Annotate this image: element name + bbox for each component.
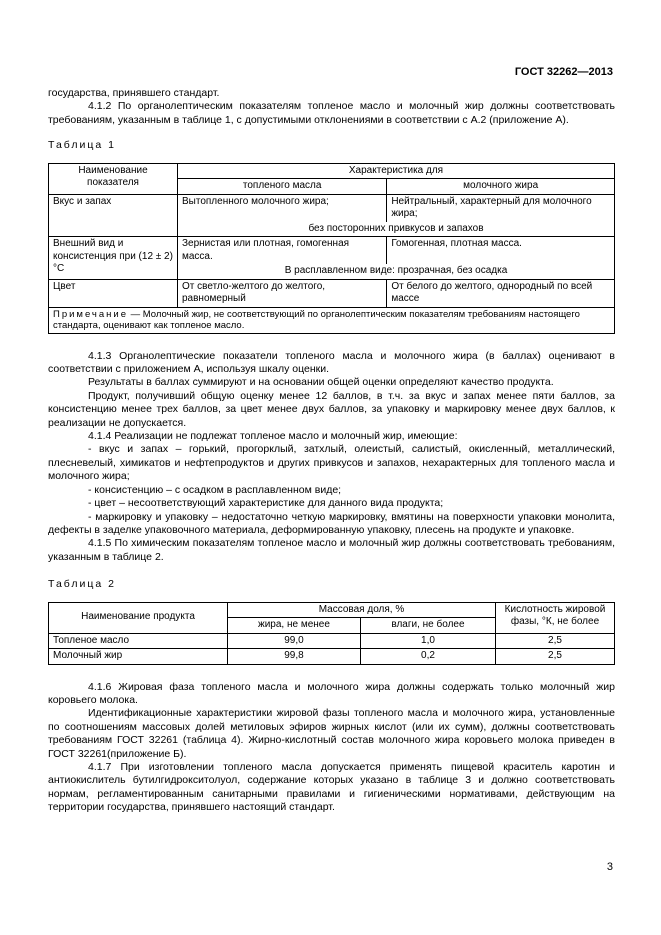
row-moisture: 1,0 [360,633,495,649]
row-name: Молочный жир [49,649,228,665]
paragraph: Результаты в баллах суммируют и на основании общей оценки определяют качество продукта. [88,376,554,389]
row-name: Внешний вид и консистенция при (12 ± 2) °С [49,237,178,280]
row-name: Топленое масло [49,633,228,649]
paragraph: государства, принявшего стандарт. [48,87,220,99]
paragraph: 4.1.3 Органолептические показатели топленого масла и молочного жира (в баллах) оценивают в соответствии с приложением А, используя шкалу оценки. [48,349,615,376]
note-text: — Молочный жир, не соответствующий по органолептическим показателям требованиям настоящего стандарта, оценивают как топленое масло. [53,308,580,332]
table-header-col2: молочного жира [387,179,615,195]
table-1-caption: Таблица 1 [48,139,116,152]
document-code: ГОСТ 32262—2013 [514,66,613,78]
row-cell: Зернистая или плотная, гомогенная масса. [178,237,387,265]
table-2 [48,602,615,665]
paragraph: Продукт, получивший общую оценку менее 12 баллов, в т.ч. за вкус и запах менее пяти баллов, за консистенцию менее трех баллов, за цвет менее двух баллов, за упаковку и маркировку менее двух баллов, к реализации не допускается. [48,389,615,429]
row-name: Вкус и запах [49,194,178,237]
table-header-moisture: влаги, не более [360,618,495,634]
table-header-col1: топленого масла [178,179,387,195]
row-cell: От светло-желтого до желтого, равномерный [178,279,387,307]
row-moisture: 0,2 [360,649,495,665]
table-note [49,307,615,333]
row-acidity: 2,5 [496,633,615,649]
table-header-name: Наименование показателя [49,163,178,194]
row-cell: Нейтральный, характерный для молочного жира; [387,194,615,222]
paragraph: - консистенцию – с осадком в расплавленном виде; [88,483,342,496]
paragraph: - цвет – несоответствующий характеристике для данного вида продукта; [88,497,444,510]
table-2-caption: Таблица 2 [48,578,116,591]
row-fat: 99,8 [228,649,361,665]
row-cell: Гомогенная, плотная масса. [387,237,615,265]
row-cell: Вытопленного молочного жира; [178,194,387,222]
page-number: 3 [606,861,613,873]
row-common: В расплавленном виде: прозрачная, без осадка [178,264,615,279]
paragraph: 4.1.5 По химическим показателям топленое масло и молочный жир должны соответствовать требованиям, указанным в таблице 2. [48,537,615,563]
note-label: Примечание [53,308,128,320]
paragraph: 4.1.7 При изготовлении топленого масла допускается применять пищевой краситель каротин и антиокислитель бутилгидрокситолуол, содержание которых указано в таблице 3 и должно соответствовать нормам, регламентированным санитарными правилами и гигиеническими нормативами, действующим на территории государства, принявшего настоящий стандарт. [48,760,615,814]
table-header-fat: жира, не менее [228,618,361,634]
row-name: Цвет [49,279,178,307]
table-header-characteristic: Характеристика для [178,163,615,179]
paragraph: 4.1.4 Реализации не подлежат топленое масло и молочный жир, имеющие: [88,430,458,443]
table-header-acidity: Кислотность жировой фазы, °К, не более [496,602,615,633]
table-1 [48,163,615,334]
paragraph: 4.1.6 Жировая фаза топленого масла и молочного жира должны содержать только молочный жир коровьего молока. [48,680,615,706]
row-fat: 99,0 [228,633,361,649]
row-common: без посторонних привкусов и запахов [178,222,615,237]
row-acidity: 2,5 [496,649,615,665]
paragraph: - маркировку и упаковку – недостаточно четкую маркировку, вмятины на поверхности упаковки монолита, дефекты в заделке упаковочного материала, деформированную упаковку, плесень на продукте и упаковке. [48,510,615,536]
table-header-name: Наименование продукта [49,602,228,633]
table-header-mass: Массовая доля, % [228,602,496,618]
page-body [48,87,615,815]
paragraph: - вкус и запах – горький, прогорклый, затхлый, олеистый, салистый, окисленный, металлический, плесневелый, химикатов и нефтепродуктов и других привкусов и запахов, нехарактерных для топленого масла и молочного жира; [48,443,615,483]
table-row [49,633,615,649]
row-cell: От белого до желтого, однородный по всей массе [387,279,615,307]
paragraph: Идентификационные характеристики жировой фазы топленого масла и молочного жира, установленные по соотношениям массовых долей метиловых эфиров жирных кислот (или их сумм), должны соответствовать требованиям ГОСТ 32261 (таблица 4). Жирно-кислотный состав молочного жира коровьего молока приведен в ГОСТ 32261(приложение Б). [48,707,615,760]
table-row [49,649,615,665]
paragraph: 4.1.2 По органолептическим показателям топленое масло и молочный жир должны соответствовать требованиям, указанным в таблице 1, с допустимыми отклонениями в соответствии с А.2 (приложение А). [48,100,615,126]
